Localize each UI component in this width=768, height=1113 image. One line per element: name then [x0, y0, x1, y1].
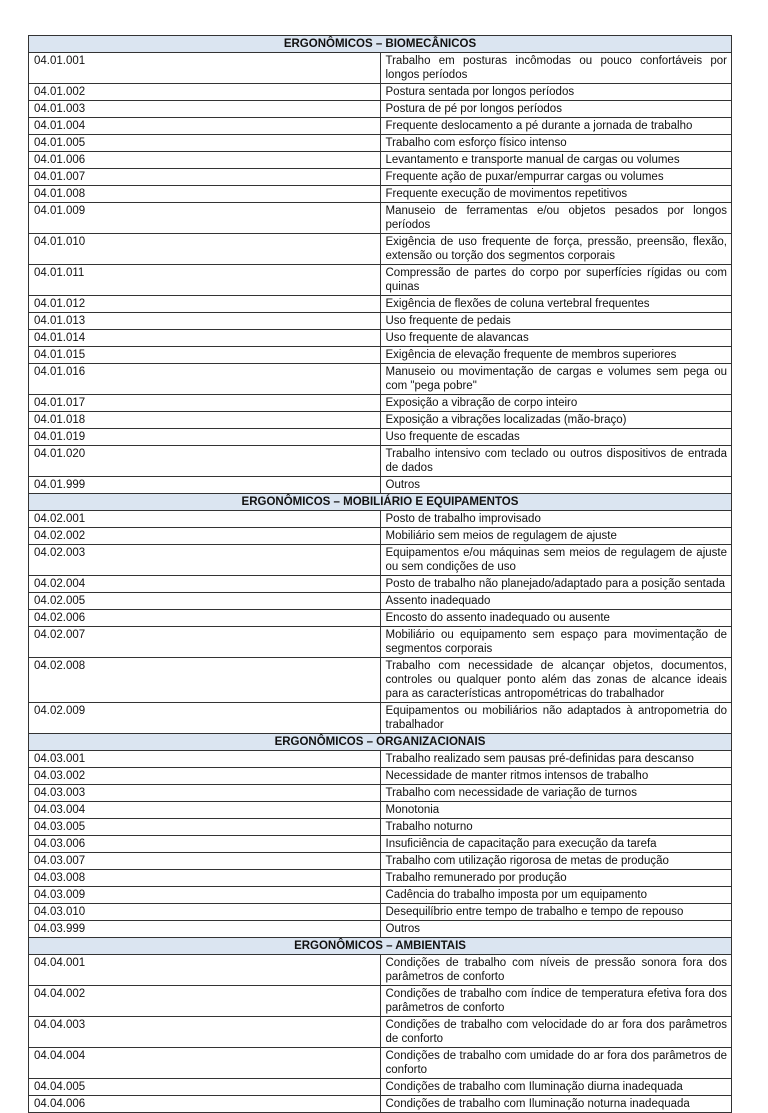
- risk-code: 04.01.003: [29, 101, 381, 118]
- table-row: [29, 296, 732, 313]
- risk-code-table: [28, 35, 732, 1113]
- risk-code: 04.03.004: [29, 802, 381, 819]
- table-row: [29, 234, 732, 265]
- risk-description: Outros: [380, 477, 732, 494]
- section-header-row: [29, 938, 732, 955]
- risk-description: Trabalho em posturas incômodas ou pouco confortáveis por longos períodos: [380, 53, 732, 84]
- risk-code: 04.01.001: [29, 53, 381, 84]
- table-row: [29, 528, 732, 545]
- table-row: [29, 955, 732, 986]
- risk-code: 04.01.009: [29, 203, 381, 234]
- risk-description: Levantamento e transporte manual de cargas ou volumes: [380, 152, 732, 169]
- risk-description: Posto de trabalho improvisado: [380, 511, 732, 528]
- risk-description: Exposição a vibrações localizadas (mão-braço): [380, 412, 732, 429]
- risk-code: 04.04.004: [29, 1048, 381, 1079]
- risk-description: Mobiliário sem meios de regulagem de ajuste: [380, 528, 732, 545]
- risk-code: 04.03.010: [29, 904, 381, 921]
- table-row: [29, 921, 732, 938]
- risk-code: 04.01.015: [29, 347, 381, 364]
- risk-description: Frequente execução de movimentos repetitivos: [380, 186, 732, 203]
- risk-code: 04.03.005: [29, 819, 381, 836]
- risk-description: Postura sentada por longos períodos: [380, 84, 732, 101]
- table-row: [29, 265, 732, 296]
- table-row: [29, 904, 732, 921]
- risk-code: 04.01.010: [29, 234, 381, 265]
- table-row: [29, 593, 732, 610]
- risk-description: Exposição a vibração de corpo inteiro: [380, 395, 732, 412]
- risk-description: Compressão de partes do corpo por superfícies rígidas ou com quinas: [380, 265, 732, 296]
- table-row: [29, 477, 732, 494]
- risk-description: Trabalho com necessidade de alcançar objetos, documentos, controles ou qualquer ponto além das zonas de alcance ideais para as características antropométricas do trabalhador: [380, 658, 732, 703]
- table-row: [29, 53, 732, 84]
- table-row: [29, 169, 732, 186]
- risk-description: Condições de trabalho com Iluminação diurna inadequada: [380, 1079, 732, 1096]
- risk-description: Exigência de flexões de coluna vertebral frequentes: [380, 296, 732, 313]
- risk-description: Trabalho com necessidade de variação de turnos: [380, 785, 732, 802]
- risk-code: 04.01.019: [29, 429, 381, 446]
- risk-description: Frequente deslocamento a pé durante a jornada de trabalho: [380, 118, 732, 135]
- risk-code: 04.01.016: [29, 364, 381, 395]
- risk-code: 04.02.003: [29, 545, 381, 576]
- table-row: [29, 203, 732, 234]
- table-row: [29, 152, 732, 169]
- risk-description: Condições de trabalho com Iluminação noturna inadequada: [380, 1096, 732, 1113]
- risk-description: Necessidade de manter ritmos intensos de trabalho: [380, 768, 732, 785]
- table-row: [29, 446, 732, 477]
- risk-description: Insuficiência de capacitação para execução da tarefa: [380, 836, 732, 853]
- section-header-row: [29, 494, 732, 511]
- risk-description: Uso frequente de pedais: [380, 313, 732, 330]
- risk-description: Encosto do assento inadequado ou ausente: [380, 610, 732, 627]
- risk-description: Desequilíbrio entre tempo de trabalho e tempo de repouso: [380, 904, 732, 921]
- table-row: [29, 511, 732, 528]
- risk-code: 04.03.009: [29, 887, 381, 904]
- risk-code: 04.01.008: [29, 186, 381, 203]
- risk-code: 04.03.999: [29, 921, 381, 938]
- risk-code: 04.03.003: [29, 785, 381, 802]
- table-row: [29, 84, 732, 101]
- risk-code: 04.04.002: [29, 986, 381, 1017]
- risk-code: 04.03.006: [29, 836, 381, 853]
- table-row: [29, 135, 732, 152]
- risk-code: 04.03.001: [29, 751, 381, 768]
- risk-code: 04.01.004: [29, 118, 381, 135]
- table-row: [29, 1079, 732, 1096]
- risk-description: Trabalho realizado sem pausas pré-definidas para descanso: [380, 751, 732, 768]
- risk-code: 04.01.006: [29, 152, 381, 169]
- risk-description: Trabalho remunerado por produção: [380, 870, 732, 887]
- risk-description: Uso frequente de escadas: [380, 429, 732, 446]
- risk-code: 04.04.005: [29, 1079, 381, 1096]
- table-row: [29, 364, 732, 395]
- risk-code: 04.01.011: [29, 265, 381, 296]
- risk-code: 04.03.002: [29, 768, 381, 785]
- risk-description: Monotonia: [380, 802, 732, 819]
- table-row: [29, 870, 732, 887]
- table-row: [29, 785, 732, 802]
- section-title: ERGONÔMICOS – BIOMECÂNICOS: [29, 36, 732, 53]
- risk-code: 04.02.006: [29, 610, 381, 627]
- risk-description: Trabalho noturno: [380, 819, 732, 836]
- risk-description: Assento inadequado: [380, 593, 732, 610]
- section-title: ERGONÔMICOS – AMBIENTAIS: [29, 938, 732, 955]
- risk-description: Equipamentos e/ou máquinas sem meios de regulagem de ajuste ou sem condições de uso: [380, 545, 732, 576]
- table-row: [29, 395, 732, 412]
- risk-code: 04.03.007: [29, 853, 381, 870]
- risk-code: 04.01.012: [29, 296, 381, 313]
- table-row: [29, 429, 732, 446]
- risk-description: Outros: [380, 921, 732, 938]
- risk-code: 04.01.002: [29, 84, 381, 101]
- risk-description: Trabalho intensivo com teclado ou outros dispositivos de entrada de dados: [380, 446, 732, 477]
- table-row: [29, 887, 732, 904]
- table-row: [29, 658, 732, 703]
- table-row: [29, 545, 732, 576]
- table-row: [29, 1048, 732, 1079]
- risk-description: Equipamentos ou mobiliários não adaptados à antropometria do trabalhador: [380, 703, 732, 734]
- risk-code: 04.04.003: [29, 1017, 381, 1048]
- table-row: [29, 768, 732, 785]
- table-row: [29, 1096, 732, 1113]
- risk-code: 04.01.017: [29, 395, 381, 412]
- risk-description: Frequente ação de puxar/empurrar cargas ou volumes: [380, 169, 732, 186]
- table-body: [29, 36, 732, 1113]
- risk-description: Exigência de elevação frequente de membros superiores: [380, 347, 732, 364]
- risk-description: Mobiliário ou equipamento sem espaço para movimentação de segmentos corporais: [380, 627, 732, 658]
- risk-code: 04.02.009: [29, 703, 381, 734]
- risk-description: Trabalho com utilização rigorosa de metas de produção: [380, 853, 732, 870]
- risk-code: 04.01.007: [29, 169, 381, 186]
- risk-code: 04.02.002: [29, 528, 381, 545]
- risk-description: Postura de pé por longos períodos: [380, 101, 732, 118]
- risk-code: 04.02.004: [29, 576, 381, 593]
- risk-description: Uso frequente de alavancas: [380, 330, 732, 347]
- risk-code: 04.02.005: [29, 593, 381, 610]
- table-row: [29, 101, 732, 118]
- table-row: [29, 627, 732, 658]
- section-title: ERGONÔMICOS – MOBILIÁRIO E EQUIPAMENTOS: [29, 494, 732, 511]
- risk-code: 04.01.013: [29, 313, 381, 330]
- table-row: [29, 703, 732, 734]
- table-row: [29, 751, 732, 768]
- risk-code: 04.01.018: [29, 412, 381, 429]
- risk-code: 04.02.007: [29, 627, 381, 658]
- table-row: [29, 412, 732, 429]
- risk-description: Condições de trabalho com níveis de pressão sonora fora dos parâmetros de conforto: [380, 955, 732, 986]
- risk-description: Condições de trabalho com umidade do ar fora dos parâmetros de conforto: [380, 1048, 732, 1079]
- table-row: [29, 347, 732, 364]
- risk-code: 04.04.006: [29, 1096, 381, 1113]
- table-row: [29, 802, 732, 819]
- risk-description: Manuseio ou movimentação de cargas e volumes sem pega ou com "pega pobre": [380, 364, 732, 395]
- risk-code: 04.03.008: [29, 870, 381, 887]
- section-header-row: [29, 734, 732, 751]
- risk-description: Cadência do trabalho imposta por um equipamento: [380, 887, 732, 904]
- risk-code: 04.02.008: [29, 658, 381, 703]
- table-row: [29, 186, 732, 203]
- table-row: [29, 330, 732, 347]
- risk-code: 04.01.999: [29, 477, 381, 494]
- risk-description: Condições de trabalho com velocidade do ar fora dos parâmetros de conforto: [380, 1017, 732, 1048]
- table-row: [29, 118, 732, 135]
- table-row: [29, 836, 732, 853]
- risk-description: Condições de trabalho com índice de temperatura efetiva fora dos parâmetros de conforto: [380, 986, 732, 1017]
- table-row: [29, 819, 732, 836]
- section-header-row: [29, 36, 732, 53]
- risk-code: 04.02.001: [29, 511, 381, 528]
- risk-description: Trabalho com esforço físico intenso: [380, 135, 732, 152]
- risk-code: 04.04.001: [29, 955, 381, 986]
- risk-code: 04.01.005: [29, 135, 381, 152]
- section-title: ERGONÔMICOS – ORGANIZACIONAIS: [29, 734, 732, 751]
- risk-code: 04.01.020: [29, 446, 381, 477]
- risk-code: 04.01.014: [29, 330, 381, 347]
- risk-description: Manuseio de ferramentas e/ou objetos pesados por longos períodos: [380, 203, 732, 234]
- table-row: [29, 853, 732, 870]
- table-row: [29, 986, 732, 1017]
- table-row: [29, 1017, 732, 1048]
- risk-description: Posto de trabalho não planejado/adaptado para a posição sentada: [380, 576, 732, 593]
- table-row: [29, 313, 732, 330]
- risk-description: Exigência de uso frequente de força, pressão, preensão, flexão, extensão ou torção dos segmentos corporais: [380, 234, 732, 265]
- table-row: [29, 610, 732, 627]
- table-row: [29, 576, 732, 593]
